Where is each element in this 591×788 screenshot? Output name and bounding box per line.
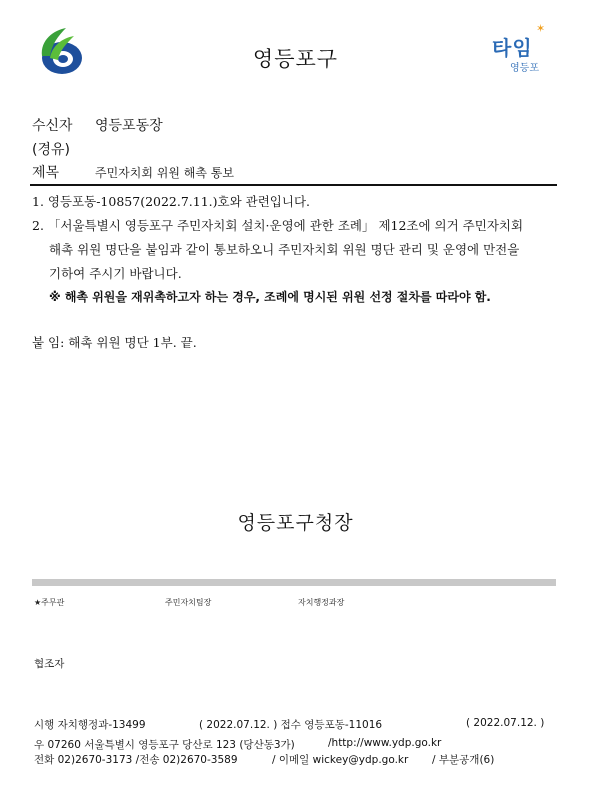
slogan-logo xyxy=(486,22,556,78)
footer-receipt-date: ( 2022.07.12. ) xyxy=(466,717,545,729)
issuer-signature: 영등포구청장 xyxy=(237,512,354,534)
body-line-2c: 기하여 주시기 바랍니다. xyxy=(49,266,182,281)
via-label: (경유) xyxy=(32,142,70,158)
footer-phone-fax: 전화 02)2670-3173 /전송 02)2670-3589 xyxy=(34,754,238,766)
subject-value: 주민자치회 위원 해촉 통보 xyxy=(95,166,234,180)
organization-title: 영등포구 xyxy=(252,47,339,71)
slogan-subtext: 영등포 xyxy=(510,63,539,74)
approval-bar xyxy=(32,579,556,586)
approver-3: 자치행정과장 xyxy=(298,598,345,607)
footer-receipt: ( 2022.07.12. ) 접수 영등포동-11016 xyxy=(199,719,383,731)
recipient-label: 수신자 xyxy=(32,118,73,134)
approver-2: 주민자치팀장 xyxy=(165,598,212,607)
attachment-line: 붙 임: 해촉 위원 명단 1부. 끝. xyxy=(32,335,197,350)
sparkle-icon: ✶ xyxy=(536,22,546,35)
approver-1: ★주무관 xyxy=(34,598,65,607)
body-line-2a: 2. 「서울특별시 영등포구 주민자치회 설치·운영에 관한 조례」 제12조에 의거 주민자치회 xyxy=(32,218,524,233)
footer-address: 우 07260 서울특별시 영등포구 당산로 123 (당산동3가) xyxy=(34,739,295,751)
recipient-value: 영등포동장 xyxy=(95,118,163,134)
body-note: ※ 해촉 위원을 재위촉하고자 하는 경우, 조례에 명시된 위원 선정 절차를 따라야 함. xyxy=(49,290,491,304)
slogan-text: 타임 xyxy=(492,36,533,60)
cooperator-label: 협조자 xyxy=(34,658,65,670)
body-line-2b: 해촉 위원 명단을 붙임과 같이 통보하오니 주민자치회 위원 명단 관리 및 운영에 만전을 xyxy=(49,242,520,257)
body-line-1: 1. 영등포동-10857(2022.7.11.)호와 관련입니다. xyxy=(32,194,311,209)
subject-divider xyxy=(30,184,557,186)
footer-issue-number: 시행 자치행정과-13499 xyxy=(34,719,146,731)
footer-email: / 이메일 wickey@ydp.go.kr xyxy=(272,754,409,766)
footer-disclosure: / 부분공개(6) xyxy=(432,754,495,766)
subject-label: 제목 xyxy=(32,165,60,181)
footer-website: /http://www.ydp.go.kr xyxy=(328,737,442,749)
